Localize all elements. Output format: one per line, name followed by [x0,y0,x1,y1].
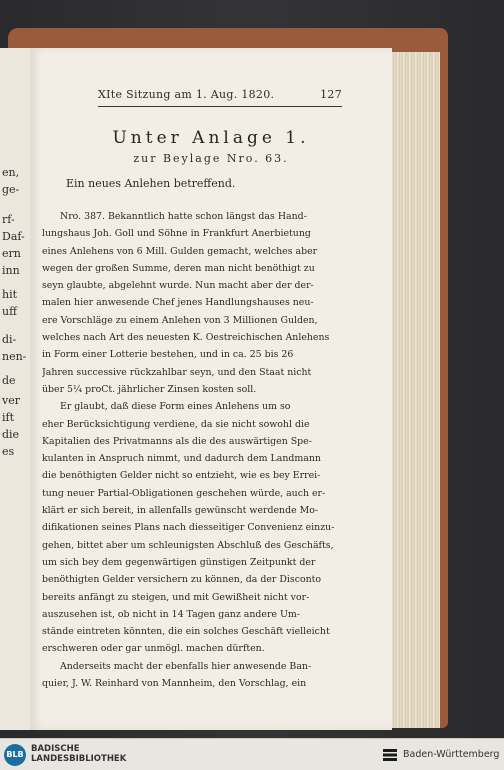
left-fragment: nen- [2,350,27,363]
left-fragment: uff [2,305,17,318]
viewer-footer [0,738,504,770]
left-page-fragment [0,48,32,730]
text-line: die benöthigten Gelder nicht so entzieht, wie es bey Errei- [42,470,321,482]
text-line: lungshaus Joh. Goll und Söhne in Frankfurt Anerbietung [42,228,311,240]
text-line: klärt er sich bereit, in allenfalls gewünscht werdende Mo- [42,505,319,517]
text-line: auszusehen ist, ob nicht in 14 Tagen ganz andere Um- [42,608,300,620]
left-fragment: es [2,445,15,458]
left-fragment: ge- [2,183,20,196]
left-fragment: ver [2,394,20,407]
header-rule [98,106,342,107]
text-line: Nro. 387. Bekanntlich hatte schon längst das Hand- [60,211,307,222]
text-line: welches nach Art des neuesten K. Oestreichischen Anlehens [42,332,330,344]
running-head: XIte Sitzung am 1. Aug. 1820. [98,88,275,101]
text-line: in Form einer Lotterie bestehen, und in ca. 25 bis 26 [42,349,294,361]
text-line: kulanten in Anspruch nimmt, und dadurch dem Landmann [42,453,321,465]
left-fragment: inn [2,264,20,277]
state-name[interactable]: Baden-Württemberg [403,749,500,760]
text-line: difikationen seines Plans nach diesseitiger Convenienz einzu- [42,522,335,534]
left-fragment: die [2,428,20,441]
left-fragment: ift [2,411,15,424]
text-line: quier, J. W. Reinhard von Mannheim, den Vorschlag, ein [42,678,307,690]
left-fragment: rf- [2,213,15,226]
text-line: Er glaubt, daß diese Form eines Anlehens um so [60,401,291,413]
text-line: stände eintreten könnten, die ein solches Geschäft vielleicht [42,626,330,638]
section-heading: Ein neues Anlehen betreffend. [66,177,236,190]
text-line: bereits anfängt zu steigen, und mit Gewißheit nicht vor- [42,591,310,603]
baden-wuerttemberg-lions-icon [382,747,398,763]
left-fragment: hit [2,288,18,301]
text-line: um sich bey dem gegenwärtigen günstigen Zeitpunkt der [42,556,316,568]
text-line: Jahren successive rückzahlbar seyn, und den Staat nicht [42,366,312,378]
text-line: wegen der großen Summe, deren man nicht benöthigt zu [42,262,315,274]
page-edges [388,52,440,728]
text-line: Anderseits macht der ebenfalls hier anwesende Ban- [60,660,312,672]
left-fragment: ern [2,247,21,260]
text-line: über 5¼ proCt. jährlicher Zinsen kosten soll. [42,383,257,395]
left-fragment: de [2,374,16,387]
text-line: eher Berücksichtigung verdiene, da sie nicht sowohl die [42,418,310,430]
text-line: Kapitalien des Privatmanns als die des auswärtigen Spe- [42,435,312,447]
page-subtitle: zur Beylage Nro. 63. [133,152,289,165]
text-line: tung neuer Partial-Obligationen geschehen würde, auch er- [42,487,326,499]
body-text [42,208,382,692]
text-line: benöthigten Gelder versichern zu können, da der Disconto [42,574,322,586]
blb-logo[interactable]: BLB [4,744,26,766]
left-fragment: Daf- [2,230,25,243]
library-name-line2: LANDESBIBLIOTHEK [31,754,127,764]
text-line: seyn glaubte, abgelehnt wurde. Nun macht aber der der- [42,280,314,292]
page-title: Unter Anlage 1. [112,128,310,148]
text-line: erschweren oder gar unmögl. machen dürften. [42,643,265,655]
text-line: gehen, bittet aber um schleunigsten Abschluß des Geschäfts, [42,539,334,551]
page-number: 127 [320,88,342,101]
left-fragment: en, [2,166,20,179]
book-page [30,48,392,730]
text-line: ere Vorschläge zu einem Anlehen von 3 Millionen Gulden, [42,314,318,326]
library-name[interactable] [31,744,126,764]
left-fragment: di- [2,333,17,346]
library-name-line1: BADISCHE [31,744,80,754]
text-line: eines Anlehens von 6 Mill. Gulden gemacht, welches aber [42,245,318,257]
text-line: malen hier anwesende Chef jenes Handlungshauses neu- [42,297,314,309]
